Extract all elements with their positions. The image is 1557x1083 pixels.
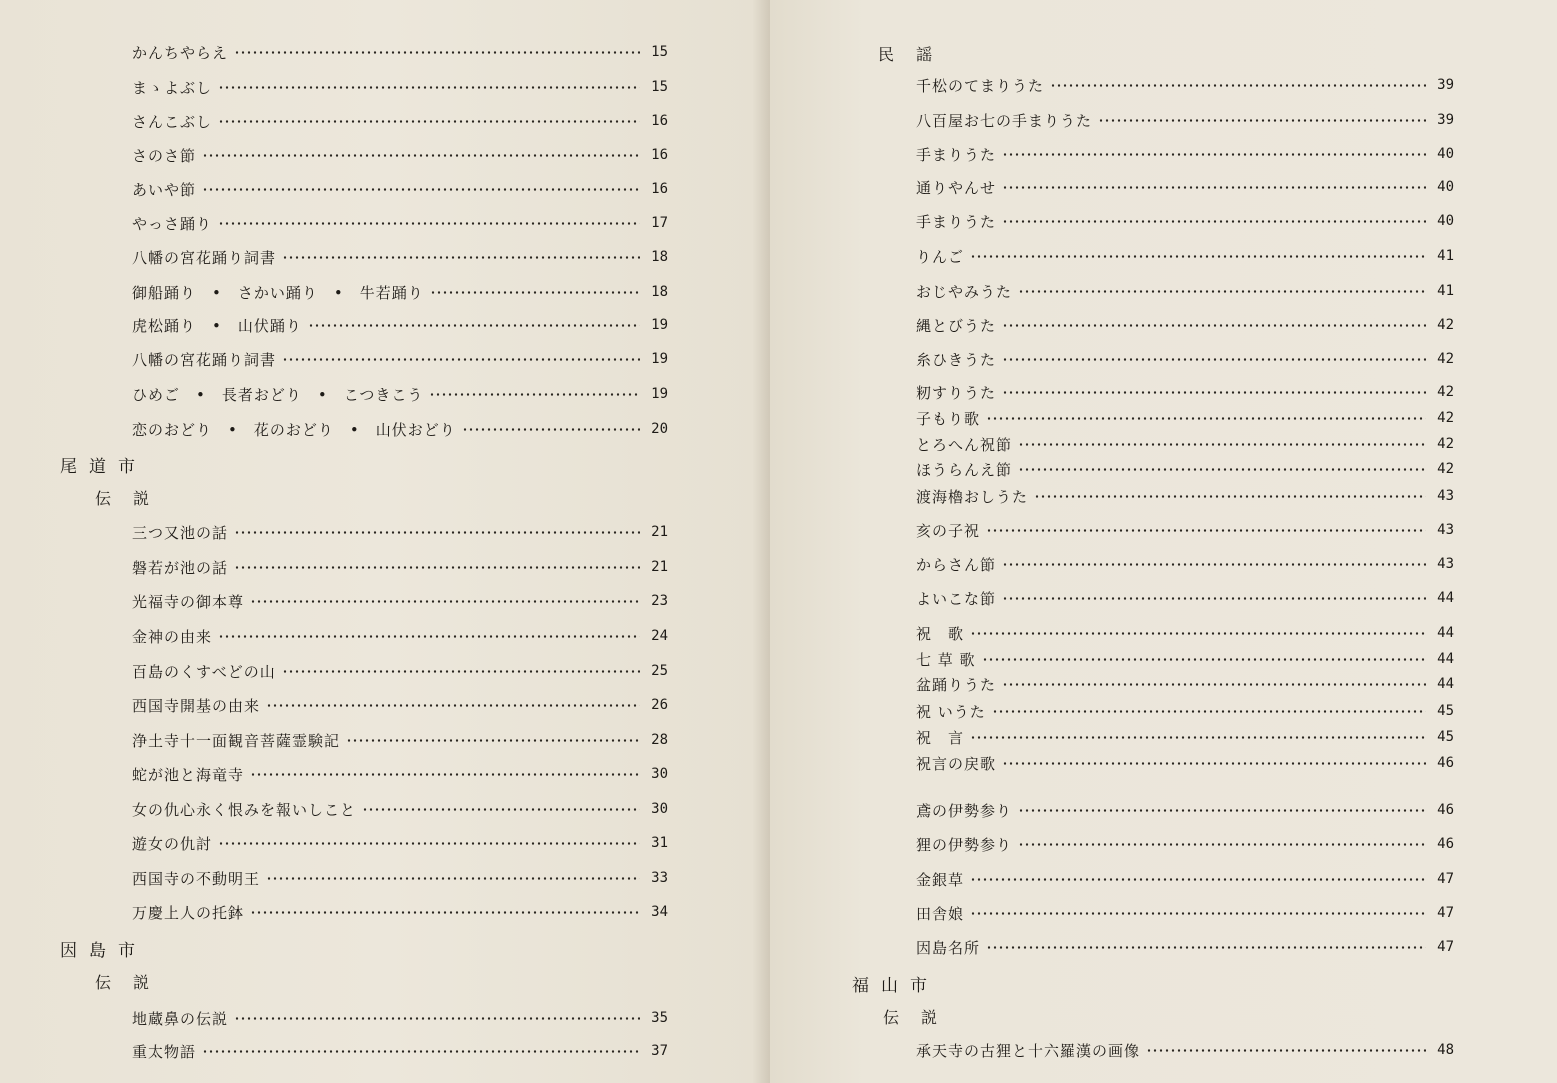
toc-entry-page: 21: [651, 559, 668, 575]
dot-leader: [218, 86, 640, 89]
dot-leader: [250, 911, 640, 914]
toc-entry-title: 狸の伊勢参り: [916, 835, 1013, 854]
toc-entry: [916, 798, 1454, 822]
dot-leader: [1002, 153, 1426, 156]
toc-entry-page: 16: [651, 181, 668, 197]
toc-entry: [132, 280, 668, 304]
dot-leader: [992, 710, 1426, 713]
toc-entry-title: 亥の子祝: [916, 521, 981, 540]
toc-entry-title: りんご: [916, 247, 965, 266]
toc-entry-title: 田舎娘: [916, 904, 965, 923]
toc-entry-title: 女の仇心永く恨みを報いしこと: [132, 800, 357, 819]
toc-entry: [132, 866, 668, 890]
toc-entry-page: 28: [651, 732, 668, 748]
toc-entry-page: 46: [1437, 836, 1454, 852]
toc-entry-page: 19: [651, 317, 668, 333]
toc-entry: [916, 279, 1454, 303]
toc-entry-title: 祝 言: [916, 728, 965, 747]
dot-leader: [1146, 1049, 1426, 1052]
toc-entry-title: 恋のおどり • 花のおどり • 山伏おどり: [132, 420, 456, 439]
dot-leader: [982, 658, 1426, 661]
toc-entry-title: 重太物語: [132, 1042, 197, 1061]
toc-entry-page: 43: [1437, 488, 1454, 504]
toc-entry-page: 41: [1437, 283, 1454, 299]
toc-entry-page: 42: [1437, 436, 1454, 452]
toc-entry: [916, 867, 1454, 891]
toc-entry-page: 44: [1437, 651, 1454, 667]
toc-entry-title: まゝよぶし: [132, 78, 213, 97]
dot-leader: [970, 878, 1426, 881]
toc-entry-page: 44: [1437, 625, 1454, 641]
dot-leader: [308, 324, 640, 327]
toc-entry-title: 八幡の宮花踊り詞書: [132, 248, 277, 267]
toc-entry: [916, 832, 1454, 856]
toc-entry-page: 37: [651, 1043, 668, 1059]
dot-leader: [218, 222, 640, 225]
toc-entry-title: あいや節: [132, 180, 197, 199]
toc-entry: [132, 693, 668, 717]
toc-entry-page: 42: [1437, 384, 1454, 400]
toc-entry-page: 19: [651, 386, 668, 402]
toc-entry-page: 18: [651, 284, 668, 300]
toc-entry-page: 31: [651, 835, 668, 851]
dot-leader: [218, 120, 640, 123]
dot-leader: [1002, 324, 1426, 327]
toc-entry-title: ひめご • 長者おどり • こつきこう: [132, 385, 424, 404]
toc-entry: [916, 484, 1454, 508]
dot-leader: [250, 600, 640, 603]
left-page: [0, 0, 770, 1083]
dot-leader: [430, 291, 640, 294]
toc-entry: [916, 725, 1454, 749]
toc-entry-title: 光福寺の御本尊: [132, 592, 245, 611]
toc-entry-title: 地蔵鼻の伝説: [132, 1009, 229, 1028]
toc-entry-page: 39: [1437, 77, 1454, 93]
toc-entry: [132, 659, 668, 683]
toc-entry-title: さんこぶし: [132, 112, 213, 131]
toc-entry-title: 磐若が池の話: [132, 558, 229, 577]
toc-entry: [916, 142, 1454, 166]
toc-entry-page: 42: [1437, 410, 1454, 426]
toc-entry-title: 縄とびうた: [916, 316, 997, 335]
toc-entry-title: 蛇が池と海竜寺: [132, 765, 245, 784]
toc-entry: [132, 797, 668, 821]
dot-leader: [234, 531, 640, 534]
toc-entry-page: 24: [651, 628, 668, 644]
dot-leader: [1050, 84, 1426, 87]
toc-entry: [916, 751, 1454, 775]
toc-entry-page: 48: [1437, 1042, 1454, 1058]
toc-entry-page: 43: [1437, 522, 1454, 538]
toc-entry-title: 浄土寺十一面観音菩薩霊験記: [132, 731, 341, 750]
toc-entry: [916, 380, 1454, 404]
toc-entry: [916, 209, 1454, 233]
toc-entry-title: 祝 いうた: [916, 702, 986, 721]
toc-entry: [132, 382, 668, 406]
dot-leader: [266, 877, 640, 880]
toc-entry-page: 26: [651, 697, 668, 713]
toc-entry: [916, 108, 1454, 132]
toc-entry-page: 42: [1437, 461, 1454, 477]
toc-entry-title: 渡海櫓おしうた: [916, 487, 1029, 506]
toc-entry-title: 因島名所: [916, 938, 981, 957]
toc-entry-page: 25: [651, 663, 668, 679]
toc-entry-title: やっさ踊り: [132, 214, 213, 233]
toc-entry: [132, 589, 668, 613]
toc-entry-title: ほうらんえ節: [916, 460, 1013, 479]
toc-entry: [916, 699, 1454, 723]
toc-entry: [132, 143, 668, 167]
toc-entry-page: 40: [1437, 146, 1454, 162]
dot-leader: [266, 704, 640, 707]
toc-entry-title: 手まりうた: [916, 212, 997, 231]
toc-entry-title: さのさ節: [132, 146, 197, 165]
toc-entry: [916, 552, 1454, 576]
city-heading-innoshima: 因島市: [60, 941, 147, 961]
toc-entry-page: 30: [651, 766, 668, 782]
dot-leader: [1002, 391, 1426, 394]
dot-leader: [986, 946, 1426, 949]
toc-entry-page: 20: [651, 421, 668, 437]
toc-entry: [916, 175, 1454, 199]
toc-entry: [132, 177, 668, 201]
toc-entry-title: よいこな節: [916, 589, 997, 608]
dot-leader: [250, 773, 640, 776]
toc-entry-page: 30: [651, 801, 668, 817]
toc-entry-page: 42: [1437, 317, 1454, 333]
toc-entry-page: 45: [1437, 729, 1454, 745]
dot-leader: [202, 1050, 640, 1053]
toc-entry-page: 35: [651, 1010, 668, 1026]
toc-entry-title: 祝言の戻歌: [916, 754, 997, 773]
city-heading-fukuyama: 福山市: [852, 976, 939, 996]
toc-entry-title: 三つ又池の話: [132, 523, 229, 542]
dot-leader: [1018, 843, 1426, 846]
toc-entry-page: 45: [1437, 703, 1454, 719]
toc-entry-title: 御船踊り • さかい踊り • 牛若踊り: [132, 283, 424, 302]
toc-entry-title: 子もり歌: [916, 409, 981, 428]
toc-entry-title: かんちやらえ: [132, 43, 229, 62]
right-page: [770, 0, 1557, 1083]
toc-entry-title: 金銀草: [916, 870, 965, 889]
toc-entry: [916, 935, 1454, 959]
toc-entry-title: 西国寺開基の由来: [132, 696, 261, 715]
section-heading-legends: 伝説: [883, 1008, 960, 1027]
toc-entry-title: 八幡の宮花踊り詞書: [132, 350, 277, 369]
toc-entry-title: 通りやんせ: [916, 178, 997, 197]
toc-entry: [132, 831, 668, 855]
toc-entry-page: 44: [1437, 590, 1454, 606]
toc-entry: [132, 75, 668, 99]
dot-leader: [1098, 119, 1426, 122]
toc-entry: [916, 432, 1454, 456]
toc-entry-page: 44: [1437, 676, 1454, 692]
toc-entry: [132, 900, 668, 924]
toc-entry-title: 手まりうた: [916, 145, 997, 164]
toc-entry-page: 39: [1437, 112, 1454, 128]
toc-entry-page: 23: [651, 593, 668, 609]
city-heading-onomichi: 尾道市: [60, 457, 147, 477]
toc-entry-title: 虎松踊り • 山伏踊り: [132, 316, 302, 335]
dot-leader: [1034, 495, 1426, 498]
dot-leader: [462, 428, 640, 431]
dot-leader: [202, 154, 640, 157]
toc-entry-title: とろへん祝節: [916, 435, 1013, 454]
toc-entry-page: 16: [651, 113, 668, 129]
toc-entry: [132, 1006, 668, 1030]
toc-entry-page: 19: [651, 351, 668, 367]
dot-leader: [1002, 220, 1426, 223]
dot-leader: [970, 255, 1426, 258]
dot-leader: [986, 529, 1426, 532]
dot-leader: [1002, 186, 1426, 189]
toc-entry-page: 47: [1437, 939, 1454, 955]
toc-entry: [916, 1038, 1454, 1062]
toc-entry-title: 遊女の仇討: [132, 834, 213, 853]
section-heading-legends: 伝説: [95, 973, 172, 992]
toc-entry: [132, 347, 668, 371]
dot-leader: [970, 632, 1426, 635]
toc-entry: [916, 901, 1454, 925]
toc-entry-page: 18: [651, 249, 668, 265]
dot-leader: [218, 635, 640, 638]
dot-leader: [1002, 358, 1426, 361]
dot-leader: [234, 1017, 640, 1020]
toc-entry: [132, 417, 668, 441]
toc-entry-page: 17: [651, 215, 668, 231]
dot-leader: [346, 739, 640, 742]
toc-entry-page: 16: [651, 147, 668, 163]
dot-leader: [234, 51, 640, 54]
toc-entry-page: 47: [1437, 871, 1454, 887]
dot-leader: [282, 670, 640, 673]
section-heading-legends: 伝説: [95, 489, 172, 508]
dot-leader: [1002, 597, 1426, 600]
toc-entry-page: 21: [651, 524, 668, 540]
dot-leader: [970, 736, 1426, 739]
toc-entry-title: おじやみうた: [916, 282, 1013, 301]
toc-entry: [916, 313, 1454, 337]
dot-leader: [1018, 290, 1426, 293]
toc-entry: [132, 40, 668, 64]
toc-entry: [132, 245, 668, 269]
toc-entry: [132, 211, 668, 235]
dot-leader: [429, 393, 640, 396]
toc-entry-title: 金神の由来: [132, 627, 213, 646]
dot-leader: [282, 256, 640, 259]
dot-leader: [218, 842, 640, 845]
section-heading-folk-songs: 民謡: [878, 45, 955, 64]
toc-entry: [132, 520, 668, 544]
dot-leader: [1002, 563, 1426, 566]
dot-leader: [1002, 683, 1426, 686]
toc-entry-page: 33: [651, 870, 668, 886]
toc-entry: [916, 621, 1454, 645]
dot-leader: [1002, 762, 1426, 765]
toc-entry-title: 祝 歌: [916, 624, 965, 643]
toc-entry-page: 41: [1437, 248, 1454, 264]
toc-entry: [916, 586, 1454, 610]
toc-entry: [132, 728, 668, 752]
dot-leader: [1018, 809, 1426, 812]
toc-entry-title: 百島のくすべどの山: [132, 662, 276, 681]
toc-entry: [916, 347, 1454, 371]
toc-entry: [132, 313, 668, 337]
dot-leader: [234, 566, 640, 569]
toc-entry-page: 46: [1437, 802, 1454, 818]
toc-entry-title: からさん節: [916, 555, 997, 574]
toc-entry-page: 47: [1437, 905, 1454, 921]
toc-entry: [916, 518, 1454, 542]
toc-entry: [132, 762, 668, 786]
dot-leader: [986, 417, 1426, 420]
toc-entry: [132, 555, 668, 579]
toc-entry-page: 34: [651, 904, 668, 920]
toc-entry: [916, 406, 1454, 430]
toc-entry-title: 万慶上人の托鉢: [132, 903, 245, 922]
toc-entry-page: 46: [1437, 755, 1454, 771]
toc-entry-title: 八百屋お七の手まりうた: [916, 111, 1093, 130]
dot-leader: [202, 188, 640, 191]
toc-entry-title: 盆踊りうた: [916, 675, 997, 694]
dot-leader: [282, 358, 640, 361]
toc-entry-title: 七 草 歌: [916, 650, 976, 669]
toc-entry: [916, 244, 1454, 268]
toc-entry-title: 籾すりうた: [916, 383, 997, 402]
toc-entry: [132, 1039, 668, 1063]
toc-entry-page: 43: [1437, 556, 1454, 572]
toc-entry-title: 糸ひきうた: [916, 350, 997, 369]
toc-entry: [132, 624, 668, 648]
toc-entry-title: 西国寺の不動明王: [132, 869, 261, 888]
toc-entry: [916, 73, 1454, 97]
dot-leader: [970, 912, 1426, 915]
toc-entry-title: 承天寺の古狸と十六羅漢の画像: [916, 1041, 1141, 1060]
toc-entry: [916, 672, 1454, 696]
toc-entry: [916, 647, 1454, 671]
toc-entry-title: 鳶の伊勢参り: [916, 801, 1013, 820]
toc-entry: [916, 457, 1454, 481]
toc-entry: [132, 109, 668, 133]
toc-entry-page: 15: [651, 79, 668, 95]
dot-leader: [362, 808, 640, 811]
dot-leader: [1018, 443, 1426, 446]
toc-entry-page: 40: [1437, 179, 1454, 195]
toc-entry-page: 15: [651, 44, 668, 60]
dot-leader: [1018, 468, 1426, 471]
toc-entry-page: 40: [1437, 213, 1454, 229]
toc-entry-page: 42: [1437, 351, 1454, 367]
toc-entry-title: 千松のてまりうた: [916, 76, 1045, 95]
